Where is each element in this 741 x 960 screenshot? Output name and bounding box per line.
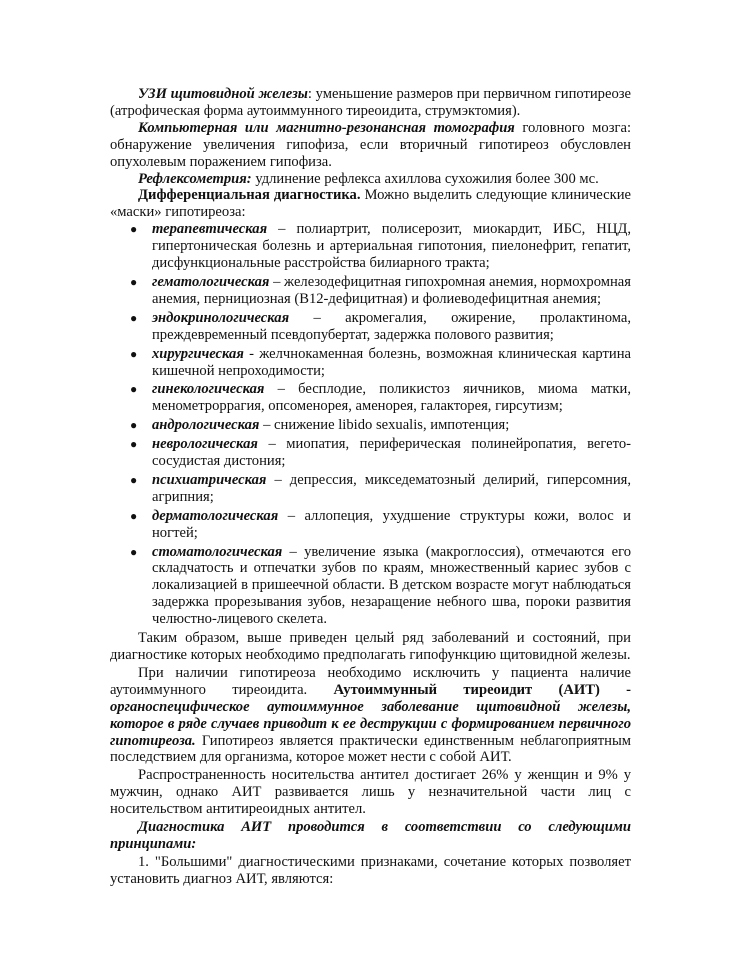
paragraph-prevalence: Распространенность носительства антител достигает 26% у женщин и 9% у мужчин, однако АИТ развивается лишь у незначительной части лиц с носительством антитиреоидных антител. bbox=[110, 767, 631, 818]
mask-text: – аллопеция, ухудшение структуры кожи, волос и ногтей; bbox=[152, 507, 631, 541]
paragraph-text: Гипотиреоз является практически единственным неблагоприятным последствием для организма, которое может нести с собой АИТ. bbox=[110, 732, 631, 766]
paragraph-differential-diagnosis bbox=[110, 187, 631, 221]
paragraph-lead: УЗИ щитовидной железы bbox=[138, 86, 308, 102]
mask-term: стоматологическая bbox=[152, 543, 283, 560]
list-item bbox=[130, 436, 631, 470]
paragraph-ultrasound bbox=[110, 86, 631, 120]
bullet-icon: ● bbox=[130, 508, 138, 523]
bullet-icon: ● bbox=[130, 346, 138, 361]
mask-term: неврологическая bbox=[152, 436, 258, 453]
mask-term: гинекологическая bbox=[152, 381, 265, 398]
list-item bbox=[130, 507, 631, 542]
mask-text: – акромегалия, ожирение, пролактинома, преждевременный псевдопубертат, задержка полового развития; bbox=[152, 309, 631, 343]
mask-text: - желчнокаменная болезнь, возможная клиническая картина кишечной непроходимости; bbox=[152, 345, 631, 379]
mask-text: – бесплодие, поликистоз яичников, миома матки, менометроррагия, опсоменорея, аменорея, галакторея, гирсутизм; bbox=[152, 381, 631, 415]
mask-text: – миопатия, периферическая полинейропатия, вегето-сосудистая дистония; bbox=[152, 436, 631, 470]
bullet-icon: ● bbox=[130, 310, 138, 325]
mask-term: эндокринологическая bbox=[152, 309, 290, 326]
paragraph-tomography bbox=[110, 120, 631, 171]
paragraph-text: удлинение рефлекса ахиллова сухожилия более 300 мс. bbox=[251, 170, 599, 187]
paragraph-conclusion: Таким образом, выше приведен целый ряд заболеваний и состояний, при диагностике которых необходимо предполагать гипофункцию щитовидной железы. bbox=[110, 630, 631, 663]
list-item bbox=[130, 309, 631, 344]
paragraph-text: Можно выделить следующие клинические «маски» гипотиреоза: bbox=[110, 187, 631, 221]
paragraph-reflexometry bbox=[110, 171, 631, 188]
list-item bbox=[130, 471, 631, 506]
bullet-icon: ● bbox=[130, 544, 138, 559]
mask-term: андрологическая bbox=[152, 417, 260, 434]
paragraph-text: При наличии гипотиреоза необходимо исключить у пациента наличие аутоиммунного тиреоидита. bbox=[110, 664, 631, 698]
paragraph-lead: Рефлексометрия: bbox=[138, 170, 252, 187]
list-item bbox=[130, 543, 631, 629]
mask-text: – увеличение языка (макроглоссия), отмечаются его складчатость и отпечатки зубов по краям, множественный кариес зубов с локализацией в пришеечной области. В детском возрасте могут наблюдаться задержка прорезывания зубов, незаращение небного шва, пороки развития челюстно-лицевого скелета. bbox=[152, 543, 631, 628]
bullet-icon: ● bbox=[130, 418, 138, 433]
paragraph-diagnosis-principles: Диагностика АИТ проводится в соответствии со следующими принципами: bbox=[110, 819, 631, 852]
mask-text: – депрессия, микседематозный делирий, гиперсомния, агрипния; bbox=[152, 471, 631, 505]
masks-list bbox=[110, 221, 631, 628]
paragraph-lead: Компьютерная или магнитно-резонансная томография bbox=[138, 119, 515, 136]
bullet-icon: ● bbox=[130, 437, 138, 452]
paragraph-lead: Дифференциальная диагностика. bbox=[138, 187, 361, 204]
list-item bbox=[130, 273, 631, 308]
list-item bbox=[130, 381, 631, 415]
mask-term: гематологическая bbox=[152, 273, 270, 290]
paragraph-ait bbox=[110, 665, 631, 766]
list-item bbox=[130, 345, 631, 380]
bullet-icon: ● bbox=[130, 382, 138, 397]
bullet-icon: ● bbox=[130, 222, 138, 237]
bullet-icon: ● bbox=[130, 274, 138, 289]
mask-text: – железодефицитная гипохромная анемия, нормохромная анемия, пернициозная (В12-дефицитная) и фолиеводефицитная анемия; bbox=[152, 273, 631, 307]
bullet-icon: ● bbox=[130, 472, 138, 487]
paragraph-lead: Аутоиммунный тиреоидит (АИТ) - bbox=[333, 681, 631, 698]
paragraph-text: головного мозга: обнаружение увеличения гипофиза, если вторичный гипотиреоз обусловлен опухолевым поражением гипофиза. bbox=[110, 119, 631, 170]
list-item bbox=[130, 417, 631, 434]
mask-term: дерматологическая bbox=[152, 507, 279, 524]
list-item bbox=[130, 221, 631, 272]
paragraph-definition: органоспецифическое аутоиммунное заболевание щитовидной железы, которое в ряде случаев приводит к ее деструкции с формированием первичного гипотиреоза. bbox=[110, 698, 631, 749]
mask-text: – снижение libido sexualis, импотенция; bbox=[259, 417, 510, 434]
paragraph-major-signs: 1. "Большими" диагностическими признаками, сочетание которых позволяет установить диагноз АИТ, являются: bbox=[110, 853, 631, 887]
mask-term: психиатрическая bbox=[152, 471, 267, 488]
mask-term: терапевтическая bbox=[152, 221, 268, 238]
paragraph-text: : уменьшение размеров при первичном гипотиреозе (атрофическая форма аутоиммунного тиреоидита, струмэктомия). bbox=[110, 86, 631, 119]
mask-text: – полиартрит, полисерозит, миокардит, ИБС, НЦД, гипертоническая болезнь и артериальная гипотония, пиелонефрит, гепатит, дисфункциональные расстройства билиарного тракта; bbox=[152, 221, 631, 272]
mask-term: хирургическая bbox=[152, 345, 244, 362]
